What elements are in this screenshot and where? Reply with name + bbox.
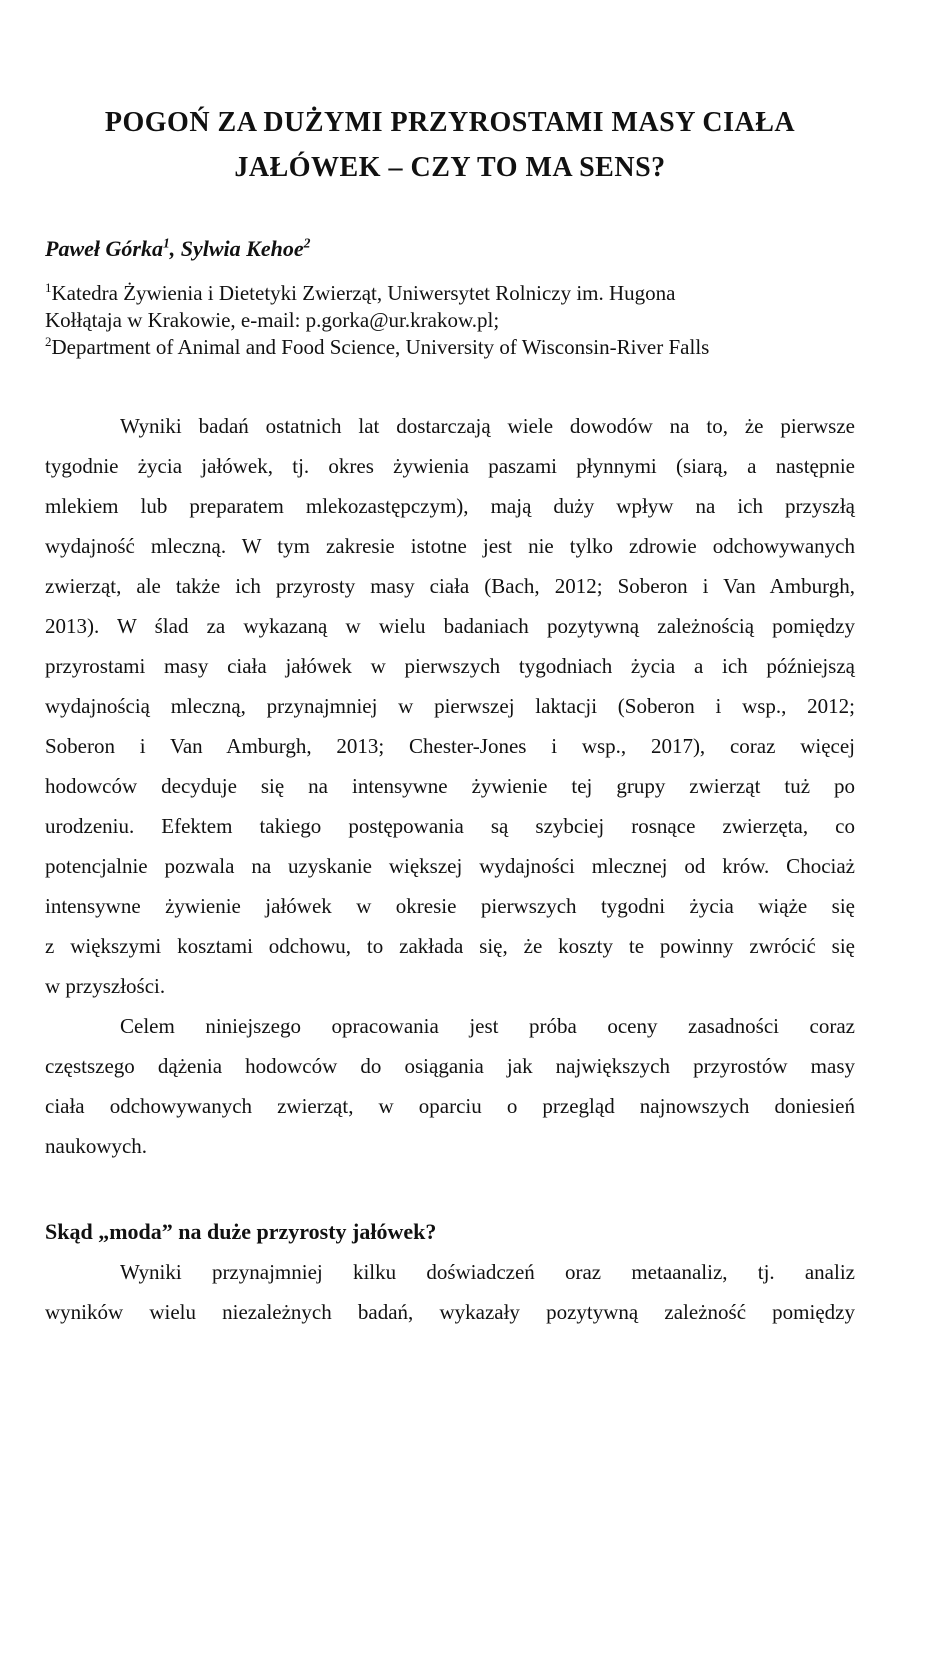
affiliation-line: $^1$Katedra Żywienia i Dietetyki Zwierząt, Uniwersytet Rolniczy im. Hugona — [45, 280, 676, 305]
author-superscript: 2 — [303, 235, 311, 251]
authors-line: Paweł Górka$^1$, Sylwia Kehoe$^2$ — [45, 235, 311, 261]
text-line: Wyniki badań ostatnich lat dostarczają wiele dowodów na to, że pierwsze — [120, 414, 855, 438]
text-line: tygodnie życia jałówek, tj. okres żywienia paszami płynnymi (siarą, a następnie — [45, 454, 855, 478]
text-line: Wyniki przynajmniej kilku doświadczeń oraz metaanaliz, tj. analiz — [120, 1260, 855, 1284]
text-line: ciała odchowywanych zwierząt, w oparciu o przegląd najnowszych doniesień — [45, 1094, 855, 1118]
section-heading: Skąd „moda” na duże przyrosty jałówek? — [45, 1219, 437, 1244]
text-line: mlekiem lub preparatem mlekozastępczym), mają duży wpływ na ich przyszłą — [45, 494, 855, 518]
affiliations — [45, 280, 855, 361]
text-line: urodzeniu. Efektem takiego postępowania są szybciej rosnące zwierzęta, co — [45, 814, 855, 838]
text-line: przyrostami masy ciała jałówek w pierwszych tygodniach życia a ich późniejszą — [45, 654, 855, 678]
author-superscript: 1 — [162, 235, 170, 251]
paragraph — [45, 1252, 855, 1332]
text-line: z większymi kosztami odchowu, to zakłada się, że koszty te powinny zwrócić się — [45, 934, 855, 958]
text-line: zwierząt, ale także ich przyrosty masy ciała (Bach, 2012; Soberon i Van Amburgh, — [45, 574, 855, 598]
text-line: potencjalnie pozwala na uzyskanie większej wydajności mlecznej od krów. Chociaż — [45, 854, 855, 878]
text-line: intensywne żywienie jałówek w okresie pierwszych tygodni życia wiąże się — [45, 894, 855, 918]
text-line: wyników wielu niezależnych badań, wykazały pozytywną zależność pomiędzy — [45, 1300, 855, 1324]
text-line: wydajnością mleczną, przynajmniej w pierwszej laktacji (Soberon i wsp., 2012; — [45, 694, 855, 718]
page-content — [45, 0, 855, 1332]
paper-title-line-1: POGOŃ ZA DUŻYMI PRZYROSTAMI MASY CIAŁA — [104, 107, 796, 138]
text-line: wydajność mleczną. W tym zakresie istotne jest nie tylko zdrowie odchowywanych — [45, 534, 855, 558]
text-line: Soberon i Van Amburgh, 2013; Chester-Jones i wsp., 2017), coraz więcej — [45, 734, 855, 758]
affiliation-superscript: 2 — [45, 334, 52, 349]
paper-title — [45, 100, 855, 190]
body-text — [45, 406, 855, 1332]
text-line: w przyszłości. — [45, 974, 166, 998]
paragraph — [45, 406, 855, 1006]
text-line: Celem niniejszego opracowania jest próba oceny zasadności coraz — [120, 1014, 855, 1038]
text-line: hodowców decyduje się na intensywne żywienie tej grupy zwierząt tuż po — [45, 774, 855, 798]
affiliation-line: Kołłątaja w Krakowie, e-mail: p.gorka@ur.krakow.pl; — [45, 308, 500, 332]
affiliation-line: $^2$Department of Animal and Food Science, University of Wisconsin-River Falls — [45, 334, 710, 359]
text-line: częstszego dążenia hodowców do osiągania jak największych przyrostów masy — [45, 1054, 855, 1078]
text-line: 2013). W ślad za wykazaną w wielu badaniach pozytywną zależnością pomiędzy — [45, 614, 855, 638]
paper-title-line-2: JAŁÓWEK – CZY TO MA SENS? — [234, 152, 666, 183]
text-line: naukowych. — [45, 1134, 148, 1158]
affiliation-superscript: 1 — [45, 280, 52, 295]
paragraph — [45, 1006, 855, 1166]
